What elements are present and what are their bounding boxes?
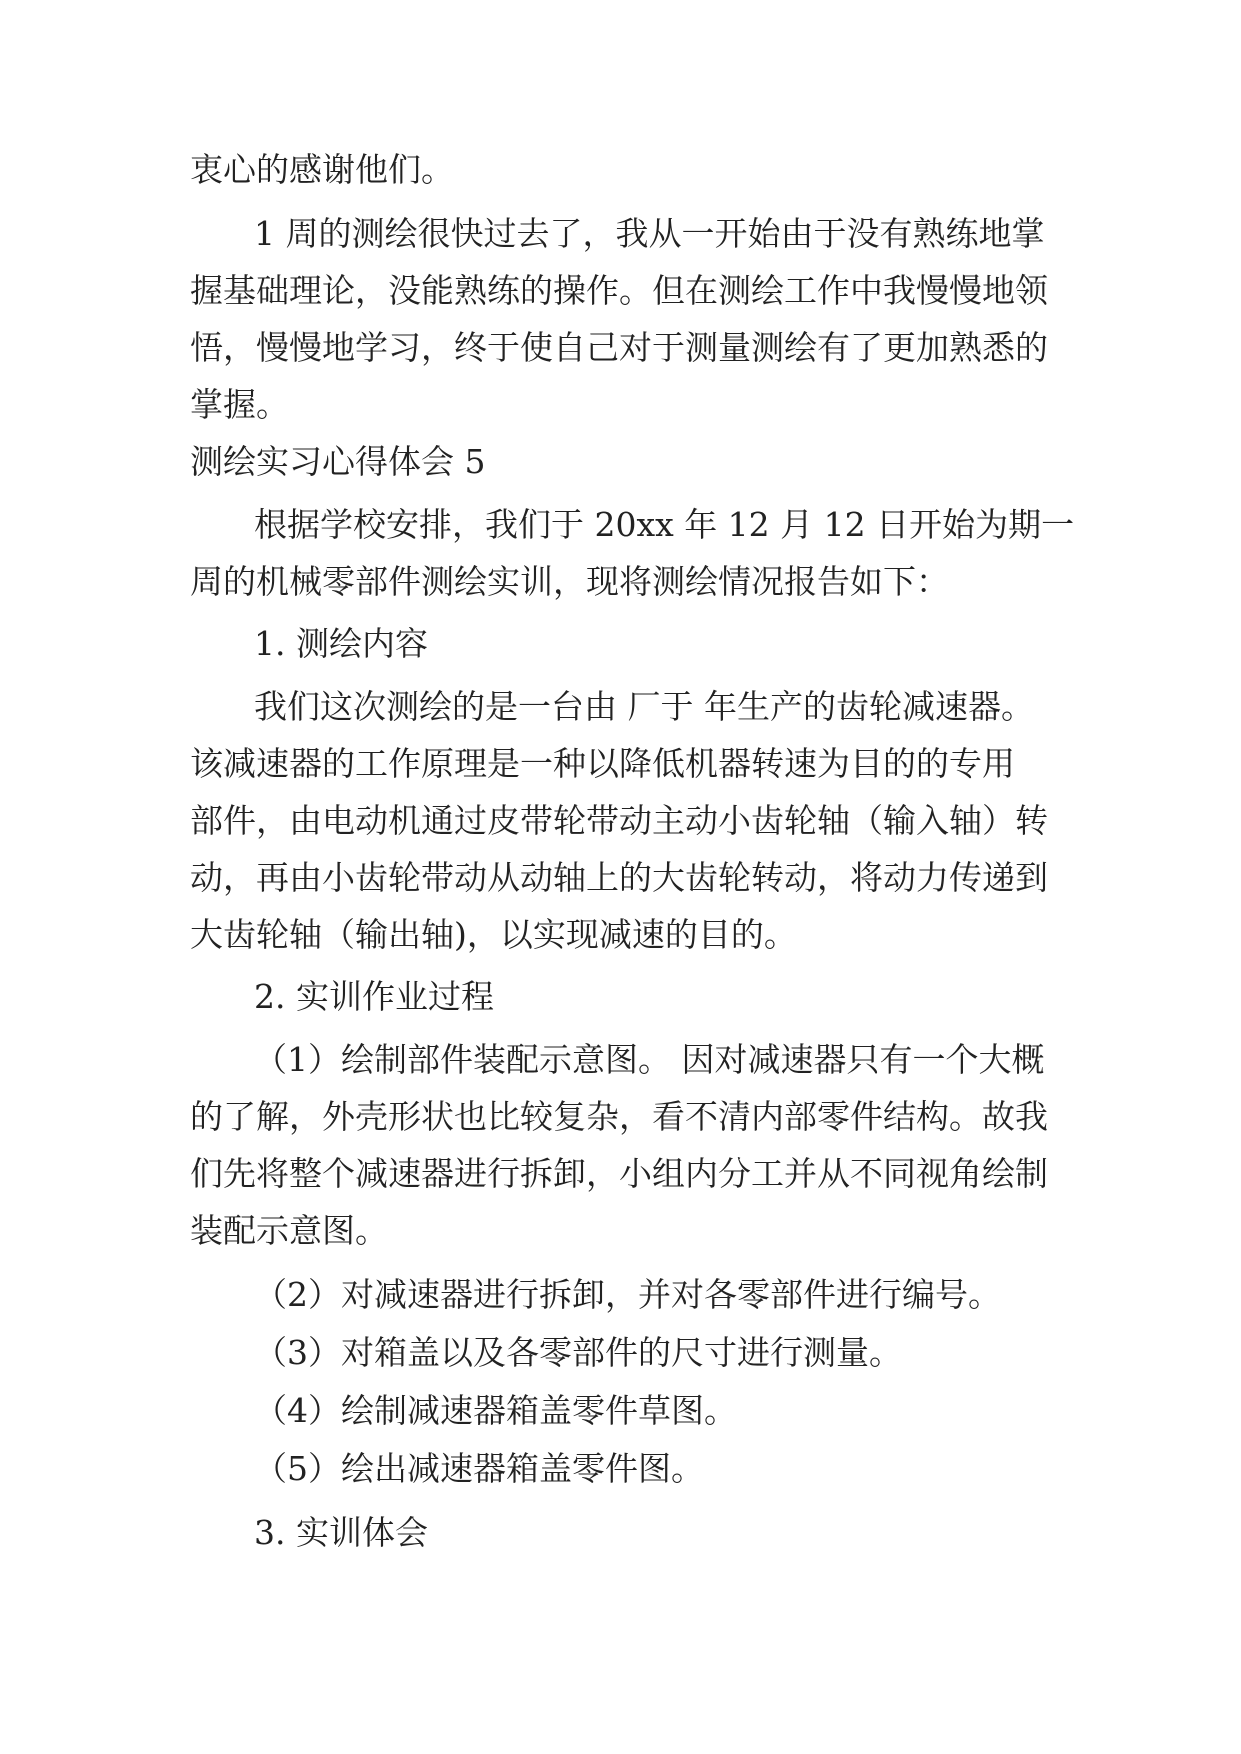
body-text-line: 1 周的测绘很快过去了，我从一开始由于没有熟练地掌 [254, 214, 1045, 253]
body-text-line: 根据学校安排，我们于 20xx 年 12 月 12 日开始为期一 [254, 505, 1075, 544]
body-text-line: 们先将整个减速器进行拆卸，小组内分工并从不同视角绘制 [190, 1154, 1048, 1193]
list-item-line: （5）绘出减速器箱盖零件图。 [254, 1449, 704, 1488]
subheading-line: 2. 实训作业过程 [254, 977, 494, 1016]
subheading-line: 3. 实训体会 [254, 1513, 428, 1552]
section-heading: 测绘实习心得体会 5 [190, 442, 486, 481]
body-text-line: 部件，由电动机通过皮带轮带动主动小齿轮轴（输入轴）转 [190, 801, 1048, 840]
body-text-line: 动，再由小齿轮带动从动轴上的大齿轮转动，将动力传递到 [190, 858, 1048, 897]
body-text-line: 掌握。 [190, 385, 289, 424]
body-text-line: 装配示意图。 [190, 1211, 388, 1250]
body-text-line: 的了解，外壳形状也比较复杂，看不清内部零件结构。故我 [190, 1097, 1048, 1136]
subheading-line: 1. 测绘内容 [254, 624, 428, 663]
list-item-line: （4）绘制减速器箱盖零件草图。 [254, 1391, 737, 1430]
body-text-line: 我们这次测绘的是一台由 厂于 年生产的齿轮减速器。 [254, 687, 1034, 726]
body-text-line: 周的机械零部件测绘实训，现将测绘情况报告如下： [190, 562, 949, 601]
body-text-line: 衷心的感谢他们。 [190, 150, 454, 189]
body-text-line: （1）绘制部件装配示意图。 因对减速器只有一个大概 [254, 1040, 1045, 1079]
body-text-line: 该减速器的工作原理是一种以降低机器转速为目的的专用 [190, 744, 1015, 783]
body-text-line: 悟，慢慢地学习，终于使自己对于测量测绘有了更加熟悉的 [190, 328, 1048, 367]
list-item-line: （3）对箱盖以及各零部件的尺寸进行测量。 [254, 1333, 902, 1372]
list-item-line: （2）对减速器进行拆卸，并对各零部件进行编号。 [254, 1275, 1001, 1314]
body-text-line: 大齿轮轴（输出轴)，以实现减速的目的。 [190, 915, 797, 954]
body-text-line: 握基础理论，没能熟练的操作。但在测绘工作中我慢慢地领 [190, 271, 1048, 310]
